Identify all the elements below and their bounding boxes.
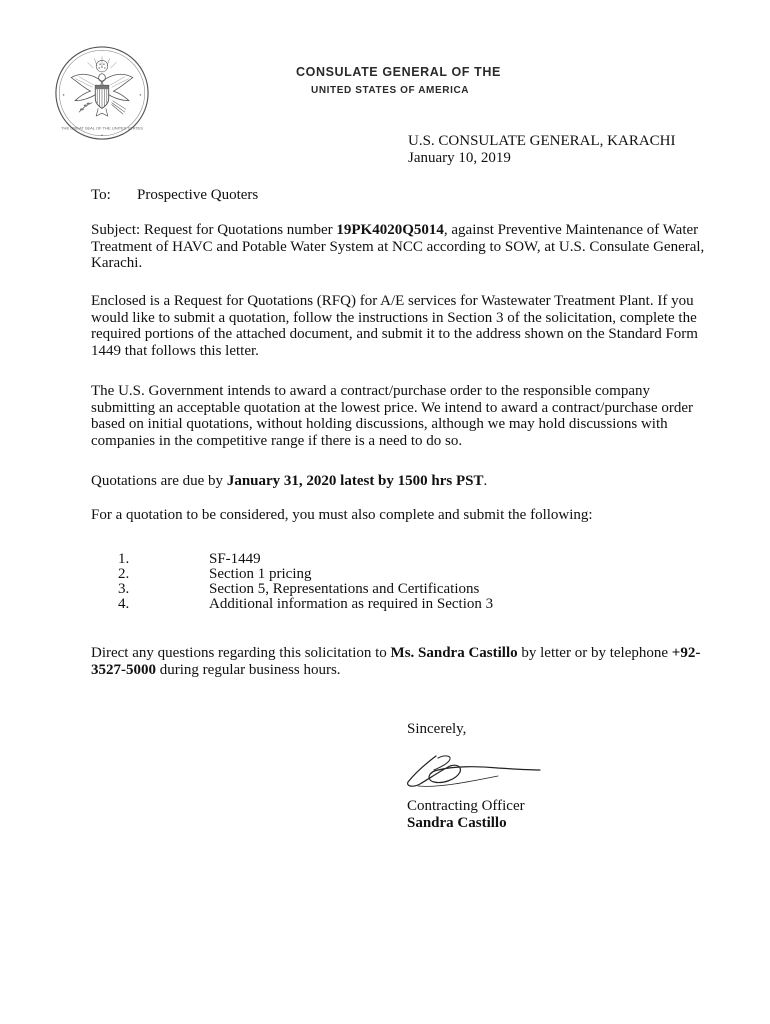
- contact-middle: by letter or by telephone: [517, 645, 672, 661]
- letterhead-line-1: CONSULATE GENERAL OF THE: [296, 65, 501, 79]
- body-paragraph-1: Enclosed is a Request for Quotations (RFQ) for A/E services for Wastewater Treatment Plant. If you would like to submit a quotation, follow the instructions in Section 3 of the solicitation, complete the required portions of the attached document, and submit it to the address shown on the Standard Form 1449 that follows this letter.: [91, 293, 698, 359]
- body-paragraph-4: For a quotation to be considered, you must also complete and submit the following:: [91, 507, 593, 523]
- sender-block: [408, 133, 676, 166]
- contact-name: Ms. Sandra Castillo: [390, 645, 518, 661]
- svg-text:THE GREAT SEAL OF THE UNITED S: THE GREAT SEAL OF THE UNITED STATES: [61, 125, 143, 131]
- body-paragraph-2: The U.S. Government intends to award a contract/purchase order to the responsible company submitting an acceptable quotation at the lowest price. We intend to award a contract/purchase order based on initial quotations, without holding discussions, although we may hold discussions with companies in the competitive range if there is a need to do so.: [91, 383, 694, 449]
- to-recipient: Prospective Quoters: [137, 187, 259, 203]
- list-item-text: Section 5, Representations and Certifications: [209, 581, 480, 597]
- letterhead-line-2: UNITED STATES OF AMERICA: [311, 85, 470, 96]
- subject-prefix: Subject: Request for Quotations number: [91, 222, 337, 238]
- subject-suffix: , against Preventive Maintenance of Water Treatment of HAVC and Potable Water System at NCC according to SOW, at U.S. Consulate General, Karachi.: [91, 222, 705, 271]
- due-date-paragraph: [91, 473, 711, 490]
- handwritten-signature: [398, 748, 548, 798]
- letter-date: January 10, 2019: [408, 149, 511, 166]
- rfq-number: 19PK4020Q5014: [336, 222, 444, 238]
- due-date: January 31, 2020 latest by 1500 hrs PST: [226, 473, 484, 489]
- list-item-text: Additional information as required in Section 3: [209, 596, 494, 612]
- great-seal-logo: [54, 45, 150, 141]
- list-item-number: 3.: [118, 581, 130, 597]
- to-label: To:: [91, 187, 111, 203]
- closing-salutation: Sincerely,: [407, 721, 467, 737]
- contact-paragraph: [91, 645, 711, 678]
- signer-name: Sandra Castillo: [407, 815, 507, 831]
- contact-prefix: Direct any questions regarding this solicitation to: [91, 645, 391, 661]
- subject-paragraph: [91, 222, 711, 272]
- list-item-text: Section 1 pricing: [209, 566, 312, 582]
- due-prefix: Quotations are due by: [91, 473, 227, 489]
- due-suffix: .: [483, 473, 488, 489]
- contact-suffix: during regular business hours.: [156, 661, 341, 678]
- list-item-number: 4.: [118, 596, 130, 612]
- contact-phone: +92-3527-5000: [91, 645, 701, 678]
- list-item-text: SF-1449: [209, 551, 261, 567]
- signer-title: Contracting Officer: [407, 798, 525, 814]
- list-item-number: 1.: [118, 551, 130, 567]
- list-item-number: 2.: [118, 566, 130, 582]
- sender-office: U.S. CONSULATE GENERAL, KARACHI: [408, 133, 676, 149]
